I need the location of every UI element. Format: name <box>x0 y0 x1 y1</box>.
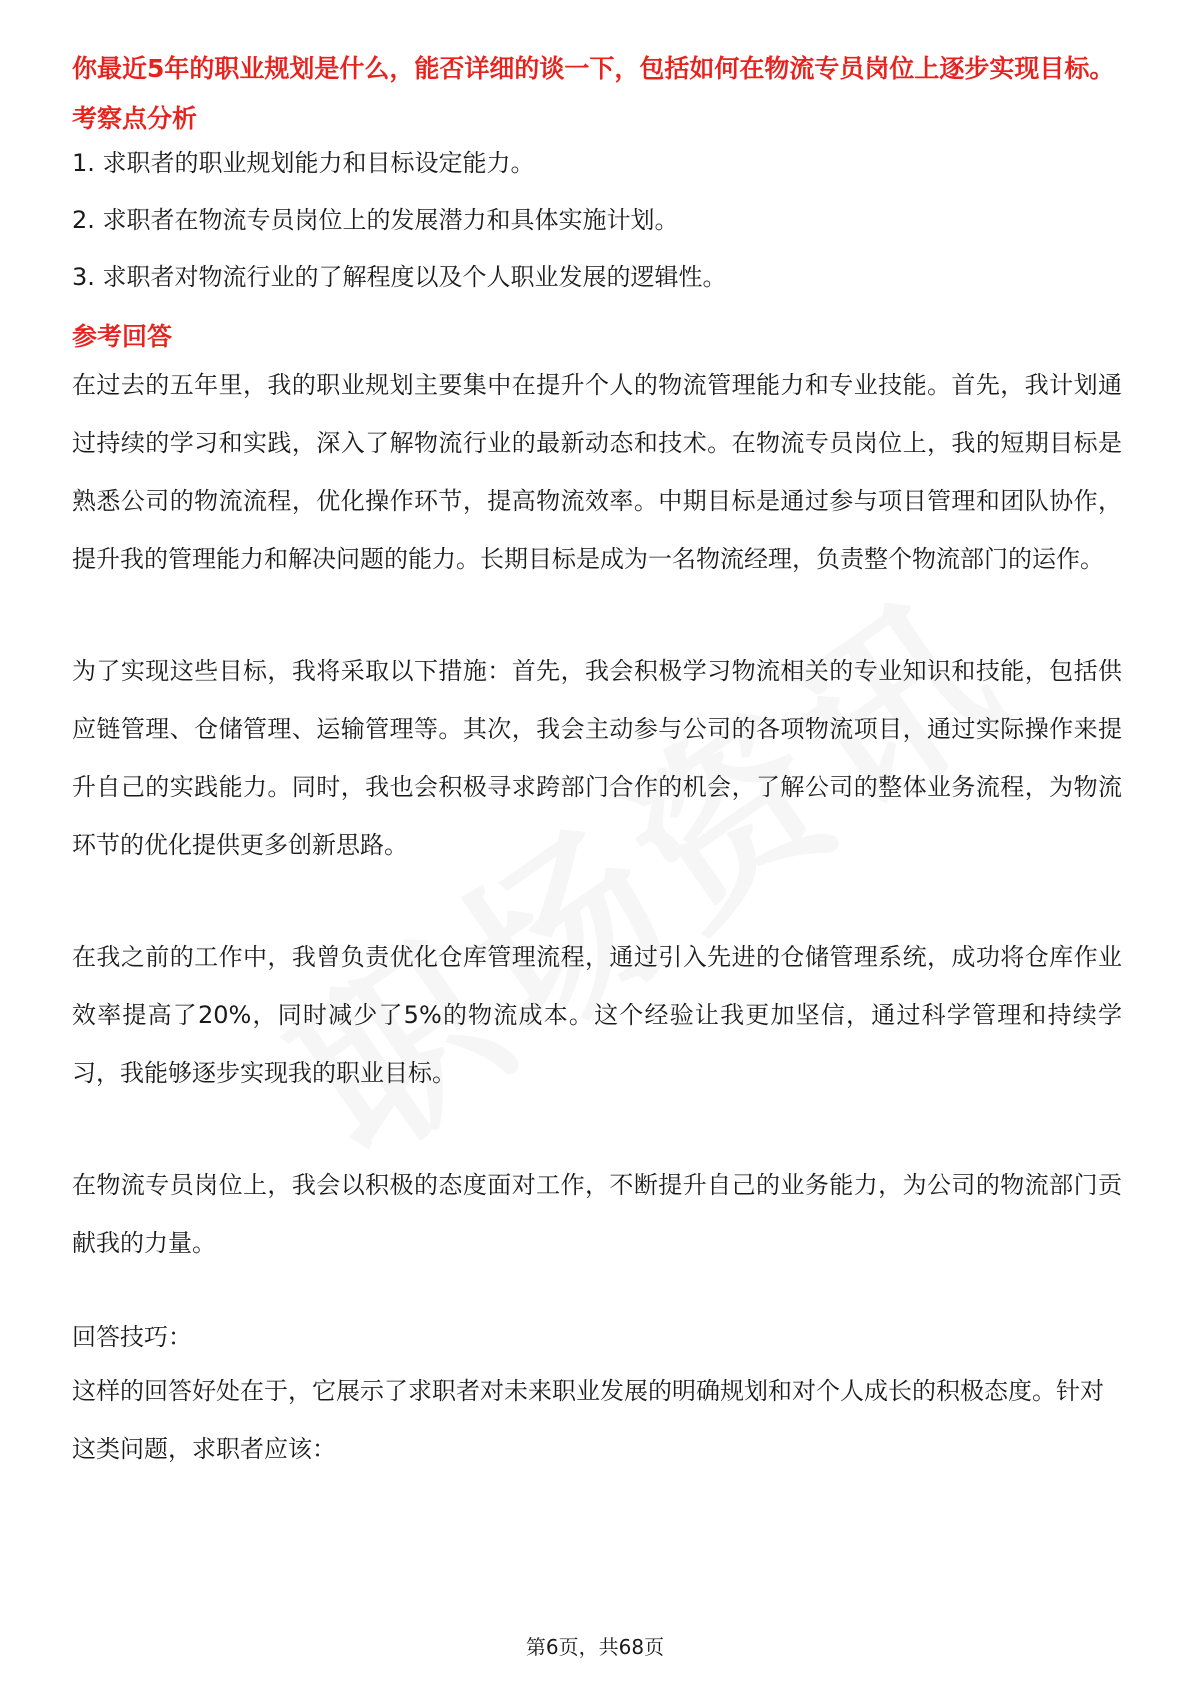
analysis-points <box>72 144 1122 296</box>
analysis-point: 3. 求职者对物流行业的了解程度以及个人职业发展的逻辑性。 <box>72 263 727 291</box>
answer-paragraph: 在过去的五年里，我的职业规划主要集中在提升个人的物流管理能力和专业技能。首先，我计划通过持续的学习和实践，深入了解物流行业的最新动态和技术。在物流专员岗位上，我的短期目标是熟悉公司的物流流程，优化操作环节，提高物流效率。中期目标是通过参与项目管理和团队协作，提升我的管理能力和解决问题的能力。长期目标是成为一名物流经理，负责整个物流部门的运作。 <box>72 371 1122 573</box>
tips-heading: 回答技巧： <box>72 1323 192 1351</box>
document-page <box>72 50 1122 1478</box>
answer-paragraph: 为了实现这些目标，我将采取以下措施：首先，我会积极学习物流相关的专业知识和技能，包括供应链管理、仓储管理、运输管理等。其次，我会主动参与公司的各项物流项目，通过实际操作来提升自己的实践能力。同时，我也会积极寻求跨部门合作的机会，了解公司的整体业务流程，为物流环节的优化提供更多创新思路。 <box>72 657 1122 859</box>
answer-paragraph: 在我之前的工作中，我曾负责优化仓库管理流程，通过引入先进的仓储管理系统，成功将仓库作业效率提高了20%，同时减少了5%的物流成本。这个经验让我更加坚信，通过科学管理和持续学习，我能够逐步实现我的职业目标。 <box>72 943 1122 1087</box>
analysis-point: 2. 求职者在物流专员岗位上的发展潜力和具体实施计划。 <box>72 206 679 234</box>
tips-paragraph: 这样的回答好处在于，它展示了求职者对未来职业发展的明确规划和对个人成长的积极态度。针对这类问题，求职者应该： <box>72 1377 1104 1463</box>
answer-paragraph: 在物流专员岗位上，我会以积极的态度面对工作，不断提升自己的业务能力，为公司的物流部门贡献我的力量。 <box>72 1171 1122 1257</box>
question-title: 你最近5年的职业规划是什么，能否详细的谈一下，包括如何在物流专员岗位上逐步实现目标。 <box>72 54 1115 83</box>
page-number: 第6页，共68页 <box>525 1635 665 1659</box>
analysis-point: 1. 求职者的职业规划能力和目标设定能力。 <box>72 149 535 177</box>
answer-heading: 参考回答 <box>72 322 173 351</box>
analysis-heading: 考察点分析 <box>72 104 198 133</box>
